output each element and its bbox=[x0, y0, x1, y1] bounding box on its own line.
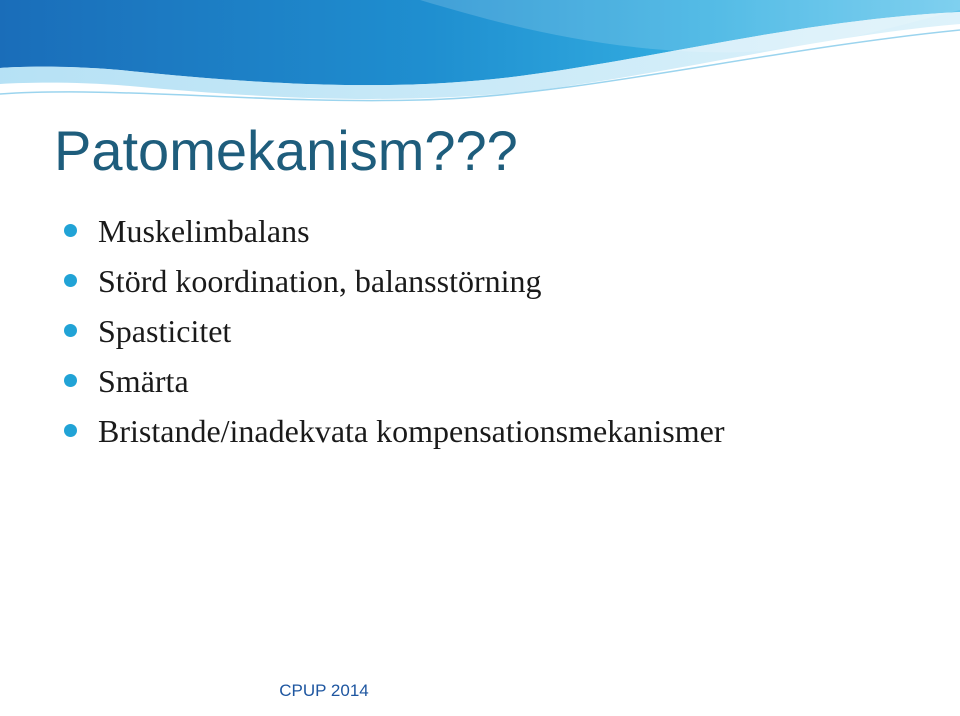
bullet-text: Bristande/inadekvata kompensationsmekanismer bbox=[98, 413, 725, 449]
bullet-item bbox=[64, 406, 725, 456]
footer-text: CPUP 2014 bbox=[279, 681, 369, 700]
bullet-list bbox=[64, 206, 725, 456]
bullet-text: Smärta bbox=[98, 363, 189, 399]
bullet-dot-icon bbox=[64, 424, 77, 437]
bullet-dot-icon bbox=[64, 274, 77, 287]
bullet-text: Spasticitet bbox=[98, 313, 232, 349]
bullet-item bbox=[64, 206, 725, 256]
bullet-item bbox=[64, 356, 725, 406]
header-wave-decoration bbox=[0, 0, 960, 120]
bullet-dot-icon bbox=[64, 374, 77, 387]
bullet-dot-icon bbox=[64, 224, 77, 237]
bullet-item bbox=[64, 256, 725, 306]
bullet-text: Muskelimbalans bbox=[98, 213, 310, 249]
bullet-item bbox=[64, 306, 725, 356]
bullet-dot-icon bbox=[64, 324, 77, 337]
slide-title: Patomekanism??? bbox=[54, 119, 518, 182]
bullet-text: Störd koordination, balansstörning bbox=[98, 263, 542, 299]
